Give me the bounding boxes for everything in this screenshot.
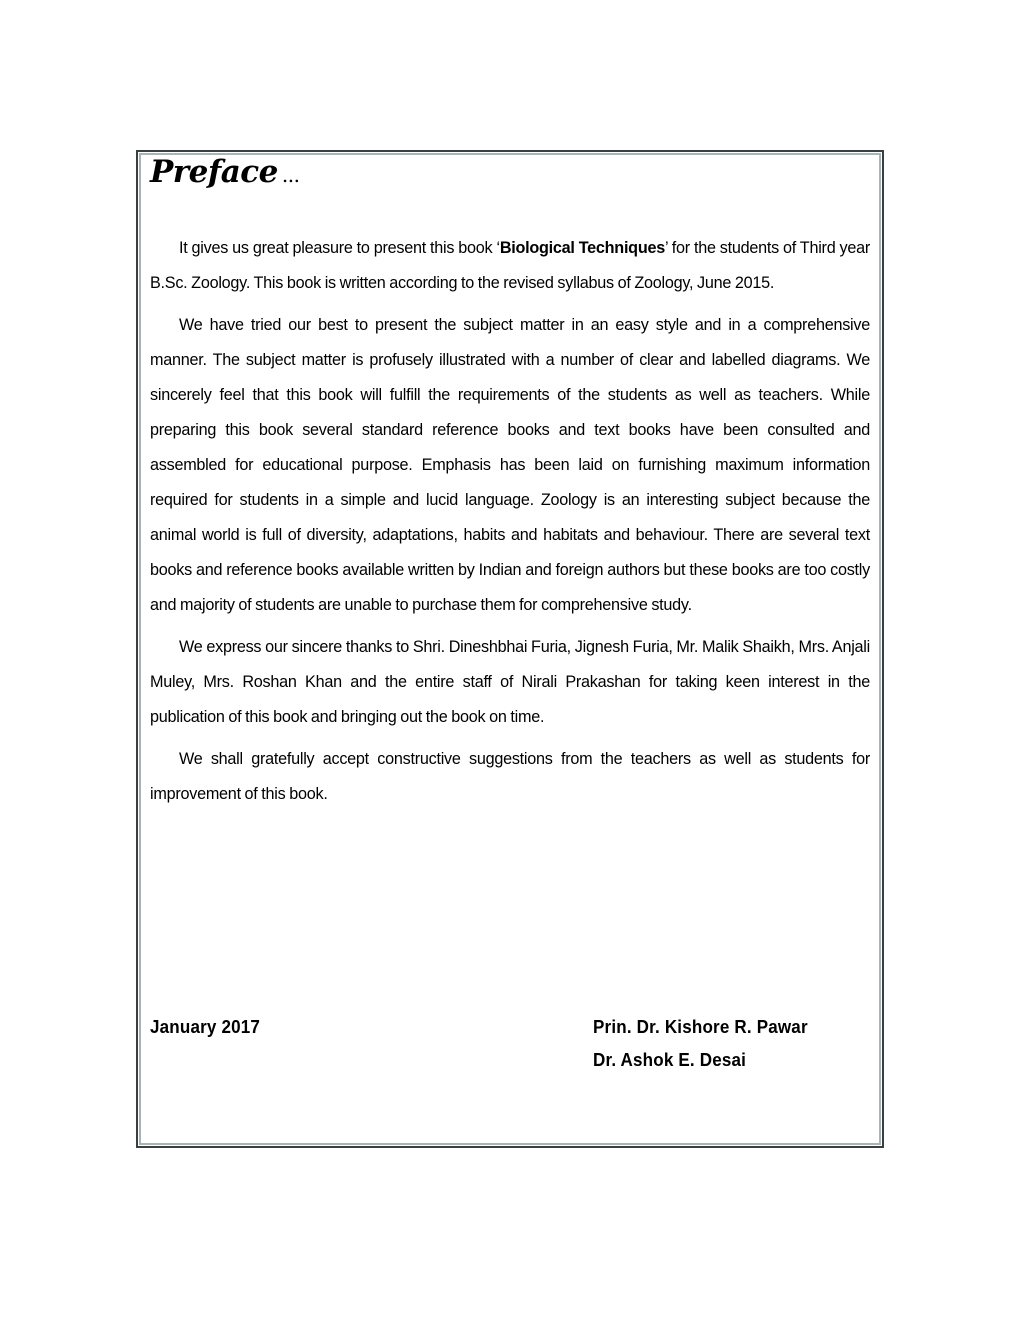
paragraph-1 (150, 231, 870, 301)
paragraph-1-intro: It gives us great pleasure to present this book ‘ (179, 239, 500, 257)
signature-author-2: Dr. Ashok E. Desai (593, 1049, 747, 1070)
paragraph-4: We shall gratefully accept constructive suggestions from the teachers as well as students for improvement of this book. (150, 750, 870, 803)
paragraph-1-rest: ’ for the students of Third year B.Sc. Zoology. This book is written according to the revised syllabus of Zoology, June 2015. (150, 239, 870, 292)
signature-author-1: Prin. Dr. Kishore R. Pawar (593, 1016, 808, 1037)
title-text: Preface (150, 154, 278, 190)
book-title-bold: Biological Techniques (499, 239, 665, 257)
paragraph-3: We express our sincere thanks to Shri. Dineshbhai Furia, Jignesh Furia, Mr. Malik Shaikh, Mrs. Anjali Muley, Mrs. Roshan Khan and the entire staff of Nirali Prakashan for taking keen interest in the publication of this book and bringing out the book on time. (150, 638, 870, 726)
signature-date: January 2017 (150, 1016, 261, 1037)
title-ellipsis: ... (281, 163, 300, 187)
page-title (150, 154, 299, 190)
preface-body (150, 231, 870, 819)
paragraph-2: We have tried our best to present the subject matter in an easy style and in a comprehensive manner. The subject matter is profusely illustrated with a number of clear and labelled diagrams. We sincerely feel that this book will fulfill the requirements of the students as well as teachers. While preparing this book several standard reference books and text books have been consulted and assembled for educational purpose. Emphasis has been laid on furnishing maximum information required for students in a simple and lucid language. Zoology is an interesting subject because the animal world is full of diversity, adaptations, habits and habitats and behaviour. There are several text books and reference books available written by Indian and foreign authors but these books are too costly and majority of students are unable to purchase them for comprehensive study. (150, 316, 870, 614)
